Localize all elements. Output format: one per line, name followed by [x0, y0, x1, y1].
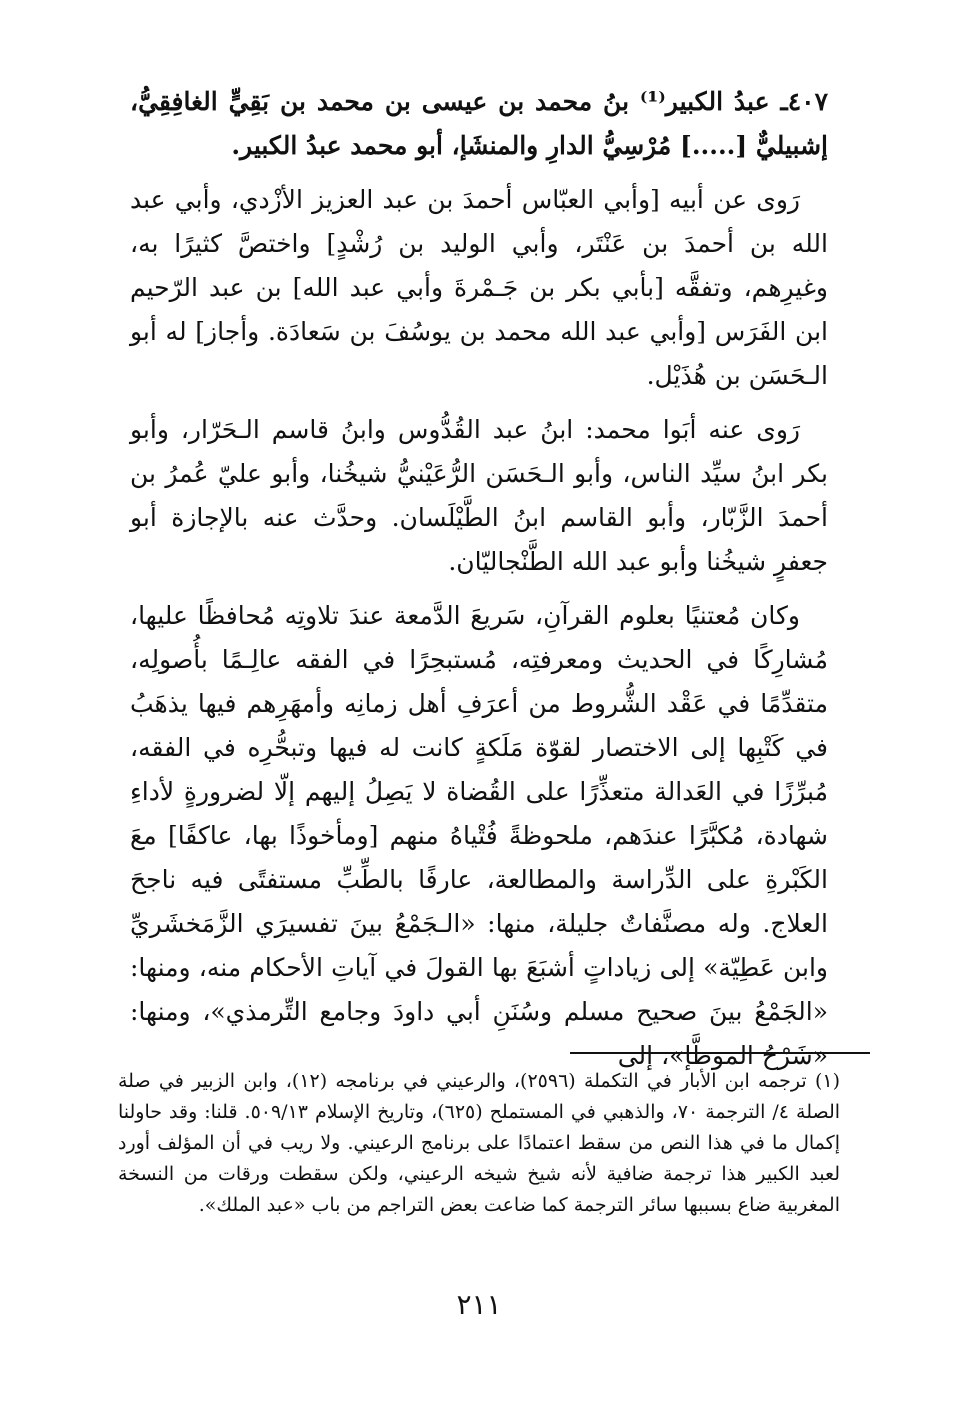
footnote-1: (١) ترجمه ابن الأبار في التكملة (٢٥٩٦)، والرعيني في برنامجه (١٢)، وابن الزبير في صلة الصلة ٤/ الترجمة ٧٠، والذهبي في المستملح (٦٢٥)، وتاريخ الإسلام ٥٠٩/١٣. قلنا: وقد حاولنا إكمال ما في هذا النص من سقط اعتمادًا على برنامج الرعيني. ولا ريب في أن المؤلف أورد لعبد الكبير هذا ترجمة ضافية لأنه شيخ شيخه الرعيني، ولكن سقطت ورقات من النسخة المغربية ضاع بسببها سائر الترجمة كما ضاعت بعض التراجم من باب «عبد الملك».	[118, 1070, 841, 1216]
paragraph-narrated-from: رَوى عن أبيه [وأبي العبّاس أحمدَ بن عبد العزيز الأزْدي، وأبي عبد الله بن أحمدَ بن عَنْتَر، وأبي الوليد بن رُشْدٍ] واختصَّ كثيرًا به، وغيرِهم، وتفقَّه [بأبي بكر بن جَـمْرةَ وأبي عبد الله] بن عبد الرّحيم ابن الفَرَس [وأبي عبد الله محمد بن يوسُفَ بن سَعادَة. وأجاز] له أبو الـحَسَن بن هُذَيْل.	[130, 185, 828, 390]
footnotes-block	[118, 1066, 840, 1221]
page-number: ٢١١	[456, 1288, 502, 1321]
paragraph-narrated-by: رَوى عنه أبَوا محمد: ابنُ عبد القُدُّوس وابنُ قاسم الـحَرّار، وأبو بكر ابنُ سيِّد الناس، وأبو الـحَسَن الرُّعَيْنيُّ شيخُنا، وأبو عليّ عُمرُ بن أحمدَ الزَّبّار، وأبو القاسم ابنُ الطَّيْلَسان. وحدَّث عنه بالإجازة أبو جعفرٍ شيخُنا وأبو عبد الله الطَّنْجاليّان.	[130, 415, 828, 576]
entry-heading: ٤٠٧ـ عبدُ الكبير⁽¹⁾ بنُ محمد بن عيسى بن محمد بن بَقِيٍّ الغافِقِيُّ، إشبيليٌّ [.....] مُرْسِيُّ الدارِ والمنشَإ، أبو محمد عبدُ الكبير.	[130, 87, 829, 160]
paragraph-biography: وكان مُعتنيًا بعلوم القرآنِ، سَريعَ الدَّمعة عندَ تلاوتِه مُحافظًا عليها، مُشارِكًا في الحديث ومعرفتِه، مُستبحِرًا في الفقه عالِـمًا بأُصولِه، متقدِّمًا في عَقْد الشُّروط من أعرَفِ أهل زمانِه وأمهَرِهم فيها يذهَبُ في كَتْبِها إلى الاختصار لقوّة مَلَكةٍ كانت له فيها وتبحُّرِه في الفقه، مُبرِّزًا في العَدالة متعذِّرًا على القُضاة لا يَصِلُ إليهم إلّا لضرورةٍ لأداءِ شهادة، مُكبَّرًا عندَهم، ملحوظةً فُتْياهُ منهم [ومأخوذًا بها، عاكفًا] معَ الكَبْرةِ على الدِّراسة والمطالعة، عارفًا بالطِّبِّ مستفتًى فيه ناجحَ العلاج. وله مصنَّفاتٌ جليلة، منها: «الـجَمْعُ بينَ تفسيرَي الزَّمَخشَريِّ وابن عَطِيّة» إلى زياداتٍ أشبَعَ بها القولَ في آياتِ الأحكام منه، ومنها: «الجَمْعُ بينَ صحيح مسلم وسُنَنِ أبي داودَ وجامع التِّرمذي»، ومنها: «شَرْحُ الموطَّإ»، إلى	[130, 601, 828, 1070]
main-text-block	[130, 80, 828, 1078]
footnote-separator	[570, 1052, 870, 1054]
